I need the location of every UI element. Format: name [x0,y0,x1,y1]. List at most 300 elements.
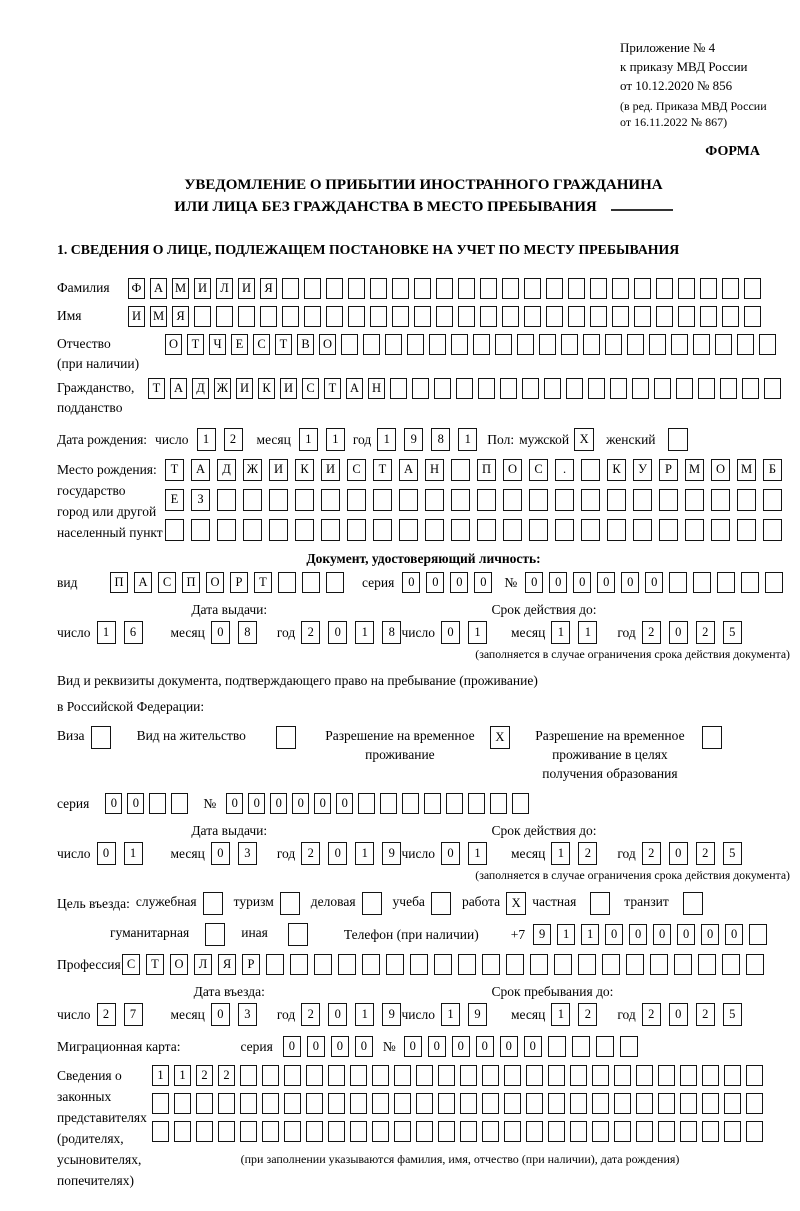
permit-valid-month-cell[interactable]: 1 [551,842,570,865]
name-cell[interactable] [524,306,541,327]
legal-cell[interactable] [306,1121,323,1142]
legal-cell[interactable] [416,1121,433,1142]
citizenship-cell[interactable] [456,378,473,399]
profession-cell[interactable] [746,954,764,975]
name-cell[interactable] [304,306,321,327]
patronymic-cell[interactable] [539,334,556,355]
name-cell[interactable] [260,306,277,327]
legal-cell[interactable] [394,1121,411,1142]
purpose-tourism-cell[interactable] [280,892,300,915]
entry-year-cell[interactable]: 1 [355,1003,374,1026]
birthplace-cell[interactable] [685,519,704,541]
name-cell[interactable] [370,306,387,327]
birthplace-cell[interactable] [555,519,574,541]
birthplace-cell[interactable] [269,519,288,541]
birth-month-cell[interactable]: 1 [326,428,345,451]
patronymic-cell[interactable] [627,334,644,355]
patronymic-cell[interactable] [451,334,468,355]
legal-cell[interactable] [350,1093,367,1114]
surname-cell[interactable] [678,278,695,299]
legal-cell[interactable]: 2 [196,1065,213,1086]
patronymic-cell[interactable] [649,334,666,355]
sex-male-cell[interactable]: X [574,428,594,451]
birthplace-cell[interactable] [581,459,600,481]
birthplace-cell[interactable] [633,519,652,541]
surname-cell[interactable]: И [238,278,255,299]
visa-checkbox-cell[interactable] [91,726,111,749]
birthplace-cell[interactable] [555,489,574,511]
citizenship-cell[interactable] [632,378,649,399]
permit-number-cell[interactable] [446,793,463,814]
citizenship-cell[interactable]: Т [324,378,341,399]
birthplace-cell[interactable] [295,489,314,511]
birthplace-cell[interactable] [763,489,782,511]
legal-cell[interactable] [372,1093,389,1114]
birthplace-cell[interactable]: К [607,459,626,481]
birthplace-cell[interactable] [373,489,392,511]
name-cell[interactable] [326,306,343,327]
doc-kind-cell[interactable]: А [134,572,152,593]
patronymic-cell[interactable] [385,334,402,355]
permit-number-cell[interactable]: 0 [336,793,353,814]
profession-cell[interactable] [674,954,692,975]
birthplace-cell[interactable] [451,459,470,481]
profession-cell[interactable] [578,954,596,975]
doc-valid-year-cell[interactable]: 5 [723,621,742,644]
legal-cell[interactable] [416,1065,433,1086]
name-cell[interactable] [634,306,651,327]
citizenship-cell[interactable] [500,378,517,399]
name-cell[interactable] [436,306,453,327]
legal-cell[interactable] [570,1093,587,1114]
profession-cell[interactable]: О [170,954,188,975]
legal-cell[interactable] [724,1121,741,1142]
legal-cell[interactable] [658,1065,675,1086]
legal-cell[interactable] [746,1093,763,1114]
permit-series-cell[interactable]: 0 [127,793,144,814]
birthplace-cell[interactable]: Е [165,489,184,511]
migration-number-cell[interactable] [548,1036,566,1057]
purpose-official-cell[interactable] [203,892,223,915]
birthplace-cell[interactable]: Б [763,459,782,481]
patronymic-cell[interactable]: Т [187,334,204,355]
profession-cell[interactable] [266,954,284,975]
profession-cell[interactable]: Л [194,954,212,975]
permit-number-cell[interactable] [424,793,441,814]
patronymic-cell[interactable] [495,334,512,355]
surname-cell[interactable] [744,278,761,299]
citizenship-cell[interactable] [764,378,781,399]
permit-valid-year-cell[interactable]: 0 [669,842,688,865]
profession-cell[interactable] [314,954,332,975]
birthplace-cell[interactable]: А [399,459,418,481]
legal-cell[interactable] [636,1093,653,1114]
surname-cell[interactable] [414,278,431,299]
permit-valid-day-cell[interactable]: 1 [468,842,487,865]
surname-cell[interactable] [634,278,651,299]
phone-cell[interactable] [749,924,767,945]
legal-cell[interactable] [262,1065,279,1086]
birthplace-cell[interactable] [737,489,756,511]
doc-valid-day-cell[interactable]: 1 [468,621,487,644]
temp-residence-education-cell[interactable] [702,726,722,749]
surname-cell[interactable] [392,278,409,299]
birthplace-cell[interactable] [425,519,444,541]
migration-series-cell[interactable]: 0 [355,1036,373,1057]
birth-day-cell[interactable]: 1 [197,428,216,451]
birth-month-cell[interactable]: 1 [299,428,318,451]
entry-year-cell[interactable]: 9 [382,1003,401,1026]
legal-cell[interactable] [636,1065,653,1086]
legal-cell[interactable] [262,1121,279,1142]
migration-series-cell[interactable]: 0 [307,1036,325,1057]
citizenship-cell[interactable] [478,378,495,399]
profession-cell[interactable] [410,954,428,975]
surname-cell[interactable] [458,278,475,299]
permit-issue-year-cell[interactable]: 1 [355,842,374,865]
permit-number-cell[interactable]: 0 [226,793,243,814]
birthplace-cell[interactable] [503,519,522,541]
birthplace-cell[interactable] [425,489,444,511]
legal-cell[interactable] [680,1093,697,1114]
name-cell[interactable] [612,306,629,327]
legal-cell[interactable] [658,1121,675,1142]
patronymic-cell[interactable]: Е [231,334,248,355]
legal-cell[interactable] [570,1121,587,1142]
name-cell[interactable] [590,306,607,327]
legal-cell[interactable] [482,1093,499,1114]
patronymic-cell[interactable] [737,334,754,355]
stay-year-cell[interactable]: 2 [642,1003,661,1026]
doc-number-cell[interactable] [693,572,711,593]
name-cell[interactable] [458,306,475,327]
birthplace-cell[interactable] [399,519,418,541]
legal-cell[interactable] [240,1065,257,1086]
patronymic-cell[interactable]: Ч [209,334,226,355]
legal-cell[interactable] [328,1093,345,1114]
migration-number-cell[interactable]: 0 [500,1036,518,1057]
doc-number-cell[interactable] [717,572,735,593]
legal-cell[interactable] [196,1121,213,1142]
legal-cell[interactable] [592,1065,609,1086]
citizenship-cell[interactable] [742,378,759,399]
birthplace-cell[interactable]: О [503,459,522,481]
profession-cell[interactable] [434,954,452,975]
birthplace-cell[interactable]: Р [659,459,678,481]
stay-month-cell[interactable]: 2 [578,1003,597,1026]
legal-cell[interactable] [350,1065,367,1086]
phone-cell[interactable]: 0 [629,924,647,945]
citizenship-cell[interactable] [566,378,583,399]
surname-cell[interactable] [568,278,585,299]
citizenship-cell[interactable]: А [170,378,187,399]
birthplace-cell[interactable] [607,519,626,541]
purpose-business-cell[interactable] [362,892,382,915]
citizenship-cell[interactable]: Ж [214,378,231,399]
name-cell[interactable] [282,306,299,327]
patronymic-cell[interactable] [517,334,534,355]
surname-cell[interactable] [612,278,629,299]
stay-month-cell[interactable]: 1 [551,1003,570,1026]
citizenship-cell[interactable] [610,378,627,399]
birthplace-cell[interactable]: М [737,459,756,481]
birthplace-cell[interactable]: А [191,459,210,481]
legal-cell[interactable] [438,1065,455,1086]
legal-cell[interactable] [262,1093,279,1114]
legal-cell[interactable] [504,1093,521,1114]
profession-cell[interactable] [338,954,356,975]
birth-year-cell[interactable]: 1 [458,428,477,451]
legal-cell[interactable] [394,1093,411,1114]
citizenship-cell[interactable]: С [302,378,319,399]
profession-cell[interactable] [482,954,500,975]
migration-number-cell[interactable]: 0 [404,1036,422,1057]
legal-cell[interactable] [152,1121,169,1142]
blank-underline[interactable] [611,197,673,211]
legal-cell[interactable] [174,1093,191,1114]
citizenship-cell[interactable]: И [236,378,253,399]
patronymic-cell[interactable]: Т [275,334,292,355]
surname-cell[interactable] [524,278,541,299]
stay-year-cell[interactable]: 0 [669,1003,688,1026]
birthplace-cell[interactable]: З [191,489,210,511]
entry-day-cell[interactable]: 2 [97,1003,116,1026]
migration-number-cell[interactable]: 0 [428,1036,446,1057]
birthplace-cell[interactable] [373,519,392,541]
doc-number-cell[interactable]: 0 [573,572,591,593]
doc-number-cell[interactable]: 0 [549,572,567,593]
birthplace-cell[interactable]: Т [373,459,392,481]
doc-valid-month-cell[interactable]: 1 [578,621,597,644]
surname-cell[interactable] [656,278,673,299]
birthplace-cell[interactable] [685,489,704,511]
doc-issue-year-cell[interactable]: 1 [355,621,374,644]
permit-series-cell[interactable] [149,793,166,814]
doc-kind-cell[interactable] [302,572,320,593]
legal-cell[interactable] [614,1093,631,1114]
surname-cell[interactable]: Я [260,278,277,299]
birthplace-cell[interactable] [321,519,340,541]
birthplace-cell[interactable]: И [269,459,288,481]
patronymic-cell[interactable] [671,334,688,355]
permit-number-cell[interactable] [490,793,507,814]
birthplace-cell[interactable] [295,519,314,541]
birthplace-cell[interactable] [477,489,496,511]
doc-issue-day-cell[interactable]: 6 [124,621,143,644]
name-cell[interactable] [502,306,519,327]
birthplace-cell[interactable]: П [477,459,496,481]
birthplace-cell[interactable] [451,489,470,511]
migration-number-cell[interactable]: 0 [524,1036,542,1057]
profession-cell[interactable] [554,954,572,975]
patronymic-cell[interactable] [363,334,380,355]
surname-cell[interactable] [546,278,563,299]
surname-cell[interactable]: М [172,278,189,299]
patronymic-cell[interactable] [715,334,732,355]
legal-cell[interactable] [548,1121,565,1142]
doc-issue-year-cell[interactable]: 2 [301,621,320,644]
legal-cell[interactable] [526,1121,543,1142]
legal-cell[interactable] [350,1121,367,1142]
legal-cell[interactable] [724,1065,741,1086]
legal-cell[interactable] [526,1093,543,1114]
doc-series-cell[interactable]: 0 [426,572,444,593]
legal-cell[interactable]: 1 [174,1065,191,1086]
birthplace-cell[interactable] [347,519,366,541]
doc-kind-cell[interactable]: Р [230,572,248,593]
permit-number-cell[interactable]: 0 [270,793,287,814]
entry-day-cell[interactable]: 7 [124,1003,143,1026]
doc-kind-cell[interactable] [278,572,296,593]
citizenship-cell[interactable] [720,378,737,399]
legal-cell[interactable] [438,1121,455,1142]
permit-valid-day-cell[interactable]: 0 [441,842,460,865]
birthplace-cell[interactable] [607,489,626,511]
birthplace-cell[interactable] [711,489,730,511]
profession-cell[interactable] [458,954,476,975]
surname-cell[interactable] [282,278,299,299]
legal-cell[interactable] [174,1121,191,1142]
surname-cell[interactable] [304,278,321,299]
doc-issue-year-cell[interactable]: 8 [382,621,401,644]
purpose-study-cell[interactable] [431,892,451,915]
patronymic-cell[interactable] [561,334,578,355]
migration-number-cell[interactable]: 0 [452,1036,470,1057]
legal-cell[interactable] [394,1065,411,1086]
phone-cell[interactable]: 1 [581,924,599,945]
legal-cell[interactable] [570,1065,587,1086]
legal-cell[interactable] [702,1065,719,1086]
legal-cell[interactable] [636,1121,653,1142]
doc-valid-day-cell[interactable]: 0 [441,621,460,644]
birth-year-cell[interactable]: 9 [404,428,423,451]
citizenship-cell[interactable] [434,378,451,399]
profession-cell[interactable]: С [122,954,140,975]
doc-valid-month-cell[interactable]: 1 [551,621,570,644]
phone-cell[interactable]: 0 [677,924,695,945]
doc-number-cell[interactable]: 0 [597,572,615,593]
legal-cell[interactable] [614,1065,631,1086]
name-cell[interactable]: Я [172,306,189,327]
doc-issue-year-cell[interactable]: 0 [328,621,347,644]
profession-cell[interactable]: Р [242,954,260,975]
birthplace-cell[interactable] [217,519,236,541]
doc-number-cell[interactable]: 0 [645,572,663,593]
surname-cell[interactable] [348,278,365,299]
purpose-other-cell[interactable] [288,923,308,946]
permit-number-cell[interactable]: 0 [292,793,309,814]
legal-cell[interactable] [702,1121,719,1142]
patronymic-cell[interactable] [693,334,710,355]
legal-cell[interactable] [504,1121,521,1142]
phone-cell[interactable]: 0 [605,924,623,945]
patronymic-cell[interactable]: В [297,334,314,355]
doc-issue-month-cell[interactable]: 0 [211,621,230,644]
surname-cell[interactable]: Л [216,278,233,299]
phone-cell[interactable]: 1 [557,924,575,945]
legal-cell[interactable] [284,1093,301,1114]
patronymic-cell[interactable] [341,334,358,355]
patronymic-cell[interactable]: О [165,334,182,355]
name-cell[interactable] [216,306,233,327]
doc-kind-cell[interactable]: П [110,572,128,593]
entry-year-cell[interactable]: 2 [301,1003,320,1026]
birthplace-cell[interactable] [503,489,522,511]
legal-cell[interactable] [482,1121,499,1142]
legal-cell[interactable] [196,1093,213,1114]
birthplace-cell[interactable]: И [321,459,340,481]
citizenship-cell[interactable]: Н [368,378,385,399]
doc-issue-month-cell[interactable]: 8 [238,621,257,644]
legal-cell[interactable] [746,1121,763,1142]
legal-cell[interactable] [460,1121,477,1142]
doc-kind-cell[interactable] [326,572,344,593]
surname-cell[interactable] [502,278,519,299]
doc-valid-year-cell[interactable]: 0 [669,621,688,644]
doc-number-cell[interactable]: 0 [525,572,543,593]
name-cell[interactable] [414,306,431,327]
permit-valid-year-cell[interactable]: 2 [696,842,715,865]
birthplace-cell[interactable] [529,489,548,511]
permit-series-cell[interactable] [171,793,188,814]
permit-issue-month-cell[interactable]: 3 [238,842,257,865]
birthplace-cell[interactable] [659,489,678,511]
permit-number-cell[interactable]: 0 [248,793,265,814]
phone-cell[interactable]: 0 [725,924,743,945]
permit-series-cell[interactable]: 0 [105,793,122,814]
profession-cell[interactable]: Т [146,954,164,975]
legal-cell[interactable] [592,1121,609,1142]
permit-issue-year-cell[interactable]: 9 [382,842,401,865]
profession-cell[interactable] [506,954,524,975]
citizenship-cell[interactable]: И [280,378,297,399]
legal-cell[interactable] [526,1065,543,1086]
doc-valid-year-cell[interactable]: 2 [696,621,715,644]
purpose-work-cell[interactable]: X [506,892,526,915]
migration-number-cell[interactable] [620,1036,638,1057]
birthplace-cell[interactable]: Н [425,459,444,481]
name-cell[interactable] [194,306,211,327]
doc-number-cell[interactable] [765,572,783,593]
legal-cell[interactable] [658,1093,675,1114]
birthplace-cell[interactable]: Д [217,459,236,481]
surname-cell[interactable] [370,278,387,299]
birthplace-cell[interactable]: М [685,459,704,481]
legal-cell[interactable] [438,1093,455,1114]
phone-cell[interactable]: 0 [653,924,671,945]
profession-cell[interactable] [530,954,548,975]
legal-cell[interactable] [240,1093,257,1114]
profession-cell[interactable]: Я [218,954,236,975]
birthplace-cell[interactable] [659,519,678,541]
purpose-humanitarian-cell[interactable] [205,923,225,946]
patronymic-cell[interactable] [583,334,600,355]
profession-cell[interactable] [602,954,620,975]
legal-cell[interactable] [702,1093,719,1114]
birthplace-cell[interactable]: С [347,459,366,481]
legal-cell[interactable] [548,1093,565,1114]
citizenship-cell[interactable] [698,378,715,399]
patronymic-cell[interactable] [759,334,776,355]
permit-issue-year-cell[interactable]: 2 [301,842,320,865]
birthplace-cell[interactable] [633,489,652,511]
doc-number-cell[interactable] [741,572,759,593]
doc-series-cell[interactable]: 0 [450,572,468,593]
doc-number-cell[interactable]: 0 [621,572,639,593]
birthplace-cell[interactable] [451,519,470,541]
birthplace-cell[interactable]: . [555,459,574,481]
patronymic-cell[interactable] [407,334,424,355]
